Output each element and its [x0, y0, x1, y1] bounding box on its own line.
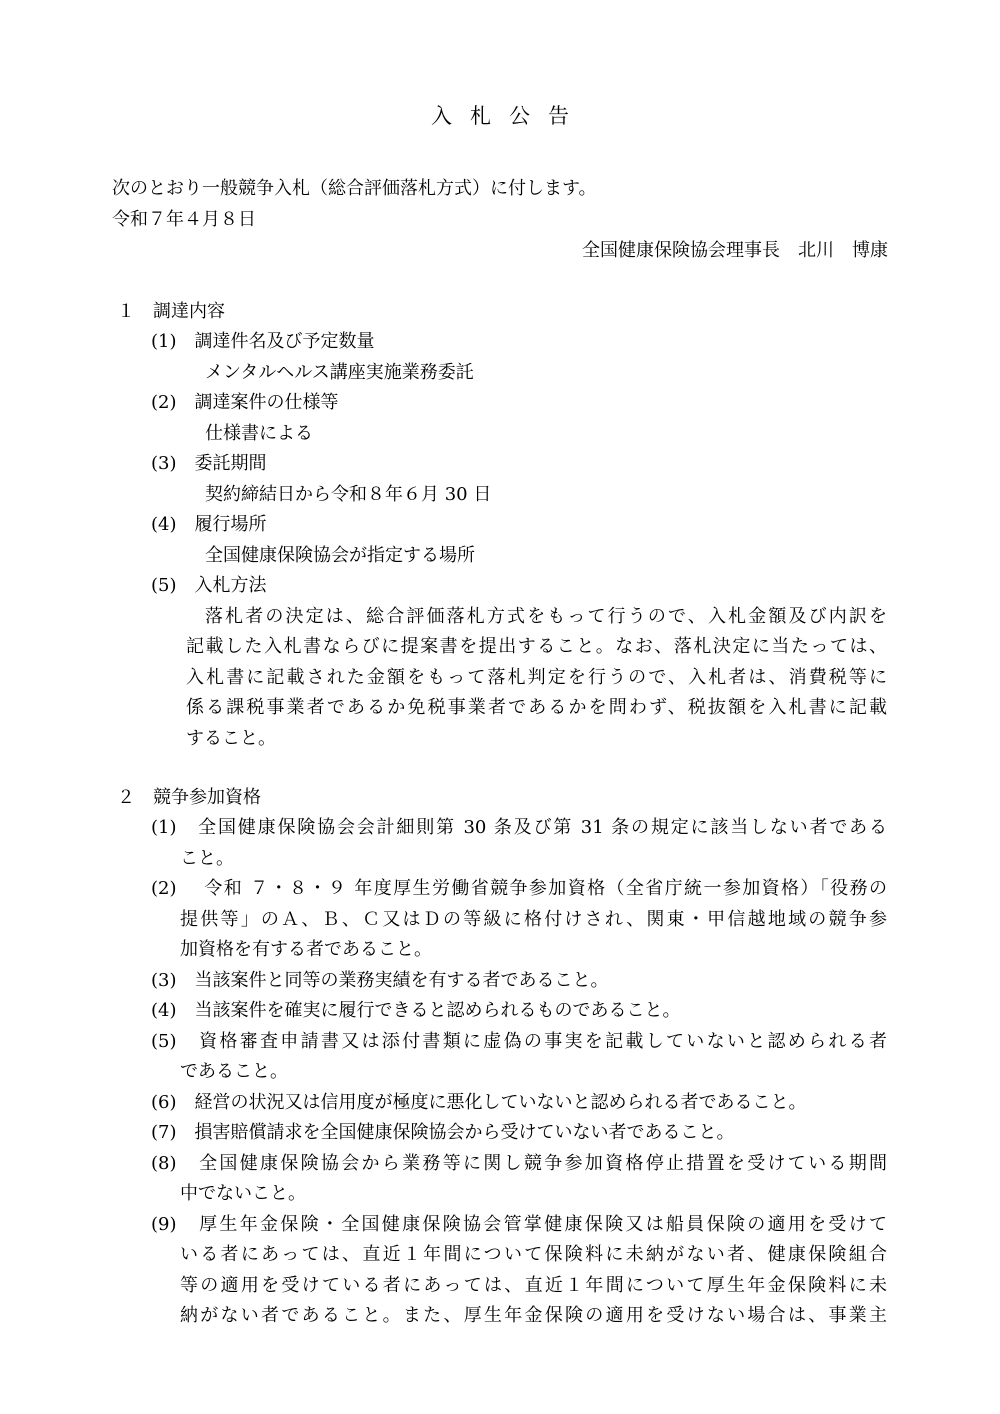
list-item: こと。 [180, 848, 234, 869]
item-label: (1) 調達件名及び予定数量 [151, 331, 375, 352]
section-heading: ２ 競争参加資格 [117, 787, 261, 808]
item-label: (5) 入札方法 [151, 575, 267, 596]
item-body: 仕様書による [205, 423, 313, 444]
item-body: メンタルヘルス講座実施業務委託 [205, 362, 474, 383]
list-item: であること。 [180, 1061, 288, 1082]
item-body: 全国健康保険協会が指定する場所 [205, 545, 475, 566]
issuer-name: 全国健康保険協会理事長 北川 博康 [582, 240, 888, 261]
item-body: 係る課税事業者であるか免税事業者であるかを問わず、税抜額を入札書に記載 [186, 697, 887, 718]
list-item: いる者にあっては、直近１年間について保険料に未納がない者、健康保険組合 [180, 1244, 887, 1265]
list-item: (1) 全国健康保険協会会計細則第 30 条及び第 31 条の規定に該当しない者である [151, 817, 887, 838]
list-item: (7) 損害賠償請求を全国健康保険協会から受けていない者であること。 [151, 1122, 735, 1143]
item-label: (3) 委託期間 [151, 453, 267, 474]
list-item: 等の適用を受けている者にあっては、直近１年間について厚生年金保険料に未 [180, 1275, 887, 1296]
list-item: (2) 令和 ７・８・９ 年度厚生労働省競争参加資格（全省庁統一参加資格）「役務の [151, 878, 887, 899]
item-label: (4) 履行場所 [151, 514, 267, 535]
list-item: 中でないこと。 [180, 1183, 306, 1204]
list-item: 提供等」のＡ、Ｂ、Ｃ又はＤの等級に格付けされ、関東・甲信越地域の競争参 [180, 909, 887, 930]
item-body: 契約締結日から令和８年６月 30 日 [205, 484, 492, 505]
section-heading: １ 調達内容 [117, 301, 225, 322]
list-item: (5) 資格審査申請書又は添付書類に虚偽の事実を記載していないと認められる者 [151, 1031, 887, 1052]
document-title: 入札公告 [431, 104, 587, 128]
list-item: (4) 当該案件を確実に履行できると認められるものであること。 [151, 1000, 681, 1021]
list-item: 納がない者であること。また、厚生年金保険の適用を受けない場合は、事業主 [180, 1305, 887, 1326]
item-body: 落札者の決定は、総合評価落札方式をもって行うので、入札金額及び内訳を [205, 606, 887, 627]
item-body: 記載した入札書ならびに提案書を提出すること。なお、落札決定に当たっては、 [186, 636, 887, 657]
item-label: (2) 調達案件の仕様等 [151, 392, 339, 413]
item-body: すること。 [186, 728, 276, 749]
list-item: 加資格を有する者であること。 [180, 939, 432, 960]
list-item: (3) 当該案件と同等の業務実績を有する者であること。 [151, 970, 609, 991]
issue-date: 令和７年４月８日 [112, 209, 256, 230]
list-item: (9) 厚生年金保険・全国健康保険協会管掌健康保険又は船員保険の適用を受けて [151, 1214, 887, 1235]
list-item: (8) 全国健康保険協会から業務等に関し競争参加資格停止措置を受けている期間 [151, 1153, 887, 1174]
list-item: (6) 経営の状況又は信用度が極度に悪化していないと認められる者であること。 [151, 1092, 807, 1113]
item-body: 入札書に記載された金額をもって落札判定を行うので、入札者は、消費税等に [186, 667, 887, 688]
intro-text: 次のとおり一般競争入札（総合評価落札方式）に付します。 [112, 178, 597, 199]
